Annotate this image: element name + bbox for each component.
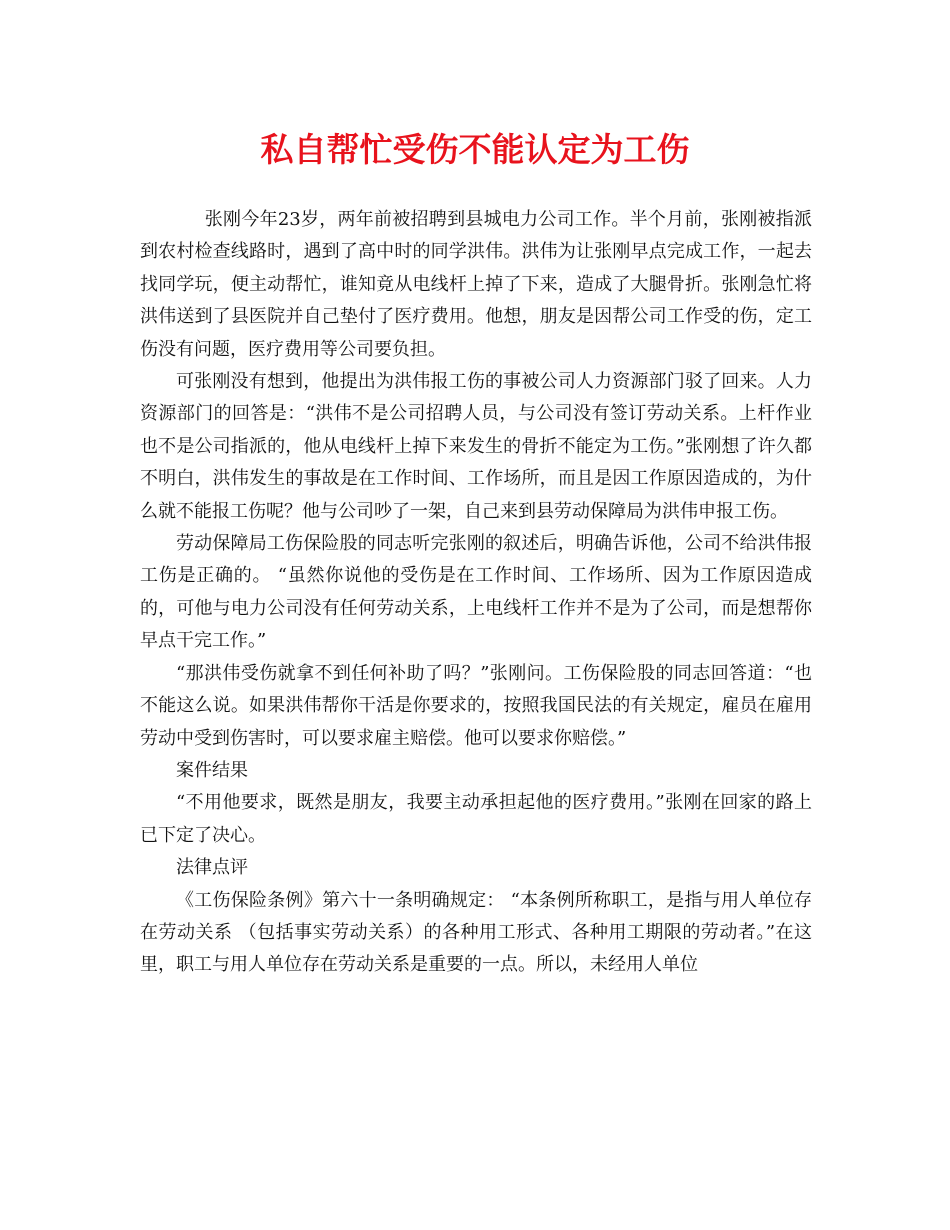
- paragraph-commentary: 《工伤保险条例》第六十一条明确规定： “本条例所称职工，是指与用人单位存在劳动关系 （包括事实劳动关系）的各种用工形式、各种用工期限的劳动者。”在这里，职工与用人单位存在劳动关系是重要的一点。所以，未经用人单位: [140, 889, 812, 976]
- section-heading-commentary: 法律点评: [176, 857, 248, 879]
- document-body: [140, 204, 812, 982]
- paragraph-labor-bureau: 劳动保障局工伤保险股的同志听完张刚的叙述后，明确告诉他，公司不给洪伟报工伤是正确的。 “虽然你说他的受伤是在工作时间、工作场所、因为工作原因造成的，可他与电力公司没有任何劳动关系，上电线杆工作并不是为了公司，而是想帮你早点干完工作。”: [140, 533, 812, 652]
- document-title: 私自帮忙受伤不能认定为工伤: [260, 130, 690, 169]
- paragraph-result: “不用他要求，既然是朋友，我要主动承担起他的医疗费用。”张刚在回家的路上已下定了决心。: [140, 792, 812, 846]
- paragraph-hr-reply: 可张刚没有想到，他提出为洪伟报工伤的事被公司人力资源部门驳了回来。人力资源部门的回答是：“洪伟不是公司招聘人员，与公司没有签订劳动关系。上杆作业也不是公司指派的，他从电线杆上掉下来发生的骨折不能定为工伤。”张刚想了许久都不明白，洪伟发生的事故是在工作时间、工作场所，而且是因工作原因造成的，为什么就不能报工伤呢？他与公司吵了一架，自己来到县劳动保障局为洪伟申报工伤。: [140, 371, 812, 522]
- paragraph-compensation: “那洪伟受伤就拿不到任何补助了吗？”张刚问。工伤保险股的同志回答道：“也不能这么说。如果洪伟帮你干活是你要求的，按照我国民法的有关规定，雇员在雇用劳动中受到伤害时，可以要求雇主赔偿。他可以要求你赔偿。”: [140, 662, 812, 749]
- section-heading-result: 案件结果: [176, 759, 248, 781]
- paragraph-intro: 张刚今年23岁，两年前被招聘到县城电力公司工作。半个月前，张刚被指派到农村检查线路时，遇到了高中时的同学洪伟。洪伟为让张刚早点完成工作，一起去找同学玩，便主动帮忙，谁知竟从电线杆上掉了下来，造成了大腿骨折。张刚急忙将洪伟送到了县医院并自己垫付了医疗费用。他想，朋友是因帮公司工作受的伤，定工伤没有问题，医疗费用等公司要负担。: [140, 209, 812, 360]
